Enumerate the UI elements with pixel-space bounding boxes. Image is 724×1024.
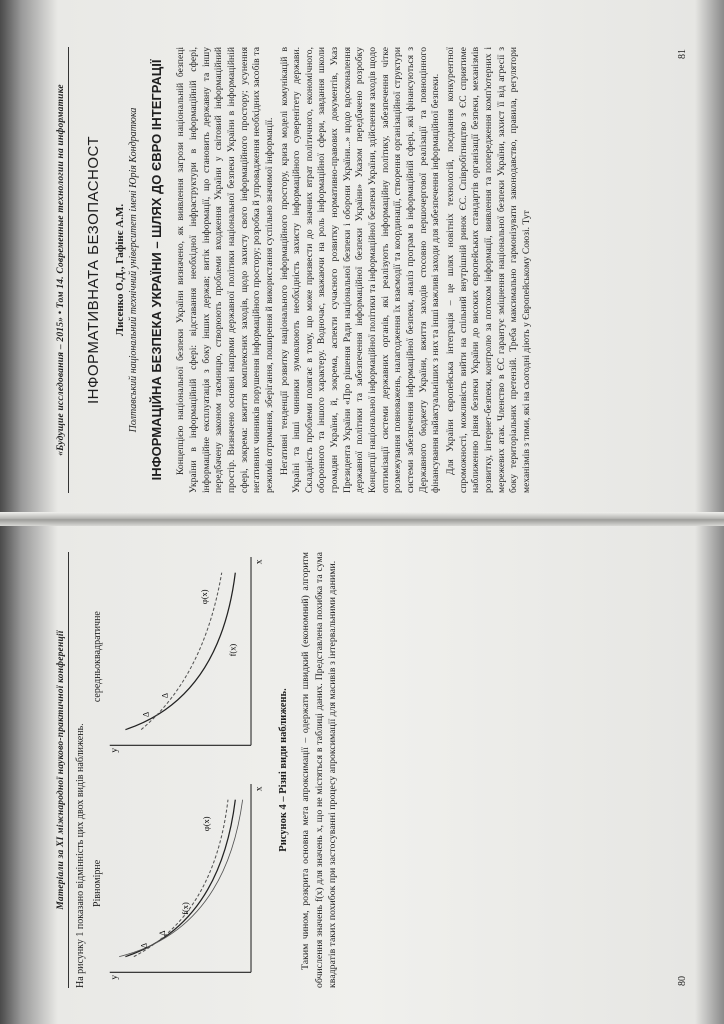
curve-f xyxy=(125,800,235,957)
figure-label: середньоквадратичне xyxy=(92,611,103,703)
figure-uniform xyxy=(92,779,272,988)
page-81 xyxy=(50,35,690,505)
figure-least-squares xyxy=(92,552,272,761)
paragraph: Концепцією національної безпеки України визначено, як виявлення загрози національній безпеці України в інформаційній сфері: відставання необхідної інфраструктури в інформаційній сфері, інформаційне експлуатація з боку інших держав; витік інформації, що становить державну та іншу передбачену законом таємницю, створюють проблеми входження України у світовий інформаційний простір. Визначено основні напрями державної політики національної безпеки України в інформаційній сфері, зокрема: вжиття комплексних заходів, щодо захисту свого інформаційного простору; усунення негативних чинників порушення інформаційного простору; розробка й упровадження необхідних засобів та режимів отримання, зберігання, поширення й використання суспільно значимої інформації. xyxy=(175,47,275,493)
figure-caption: Рисунок 4 – Різні види наближень. xyxy=(278,688,289,852)
curve-label: φ(x) xyxy=(200,589,210,605)
figure-group xyxy=(92,552,272,988)
curve-label: φ(x) xyxy=(202,816,212,832)
authors: Лисенко О.Д., Гафінє А.М. xyxy=(114,203,126,337)
delta-marker: Δ xyxy=(141,711,151,718)
affiliation: Полтавський національний технічний університет імені Юрія Кондратюка xyxy=(128,107,139,433)
paragraph: Для України європейська інтеграція – це шлях новітніх технологій, поєднання конкурентної спроможності, можливість вийти на спільний внутрішній ринок ЄС. Співробітництво з ЄС сприятиме наближенню рівня безпеки України до високих європейських стандартів організації безпеки, механізмів розвитку, інтернет-безпеки, контролю за потоком інформації, виявлення та попередження комп'ютерних і мережевих атак. Членство в ЄС гарантує зміцнення національної безпеки України, захист її від агресії з боку територіальних претензій. Треба максимально гармонізувати законодавство, правила, регулятори механізмів з тими, які на сьогодні діють у Європейському Союзі. Тут xyxy=(445,47,532,493)
figure-label: Рівномірне xyxy=(92,859,103,907)
running-head: Матеріали за XI міжнародної науково-практичної конференції xyxy=(56,552,69,988)
page-number: 80 xyxy=(677,976,688,986)
x-axis-label: x xyxy=(254,786,265,792)
curve-band xyxy=(119,800,242,957)
least-squares-plot xyxy=(103,552,263,761)
book-spine xyxy=(0,512,724,526)
y-axis-label: y xyxy=(110,974,121,980)
section-title: ІНФОРМАТИВНАТА БЕЗОПАСНОСТ xyxy=(85,135,102,405)
curve-label: f(x) xyxy=(181,902,191,915)
intro-text: На рисунку 1 показано відмінність цих двох видів наближень. xyxy=(75,723,86,988)
y-axis-label: y xyxy=(110,748,121,753)
article-title: ІНФОРМАЦІЙНА БЕЗПЕКА УКРАЇНИ – ШЛЯХ ДО ЄВРО ІНТЕГРАЦІЇ xyxy=(149,59,164,481)
delta-marker: Δ xyxy=(158,930,168,936)
running-head: «Будущие исследования – 2015» • Том 14. Современные технологии на информатике xyxy=(56,47,69,493)
delta-marker: Δ xyxy=(160,693,170,699)
delta-marker: Δ xyxy=(139,942,149,949)
curve-label: f(x) xyxy=(228,644,238,657)
x-axis-label: x xyxy=(254,559,265,565)
page-number: 81 xyxy=(677,49,688,59)
page-80 xyxy=(50,540,690,1000)
uniform-approx-plot xyxy=(103,779,263,988)
paragraph: Негативні тенденції розвитку національного інформаційного простору, криза моделі комунікацій в Україні та інші чинники зумовлюють необхідність захисту інформаційного суверенітету держави. Складність проблеми полягає в тому, що може призвести до значних втрат політичного, економічного, оборонного та іншого характеру. Водночас, зважаючи на роль інформаційної сфери, завдання школи громадян України, й, зокрема, аспекти сучасного розвитку нормативно-правових документів, Указ Президента України «Про рішення Ради національної безпеки і оборони України...» щодо вдосконалення державної політики та забезпечення інформаційної безпеки України» Указом передбачено розробку Концепції національної інформаційної політики та інформаційної безпеки України, здійснення заходів щодо оптимізації системи державних органів, які реалізують інформаційну політику, забезпечення чітке розмежування повноважень, налагодження їх взаємодії та координації, створення організаційної структури системи забезпечення інформаційної безпеки, аналіз програм в інформаційній сфері, які фінансуються з Державного бюджету України, вжиття заходів стосовно першочергової реалізації та повноцінного фінансування найактуальніших з них та інші важливі заходи для забезпечення інформаційної безпеки. xyxy=(278,47,442,493)
curve-f xyxy=(125,573,238,730)
curve-phi xyxy=(141,573,222,730)
paragraph: Таким чином, розкрита основна мета апроксимації – одержати швидкий (економний) алгоритм обчислення значень f(x) для значень x, що не містяться в таблиці даних. Представлена похибка та сума квадратів таких похибок при застосуванні процесу апроксимації для масивів з інтервальними даними. xyxy=(300,552,339,988)
